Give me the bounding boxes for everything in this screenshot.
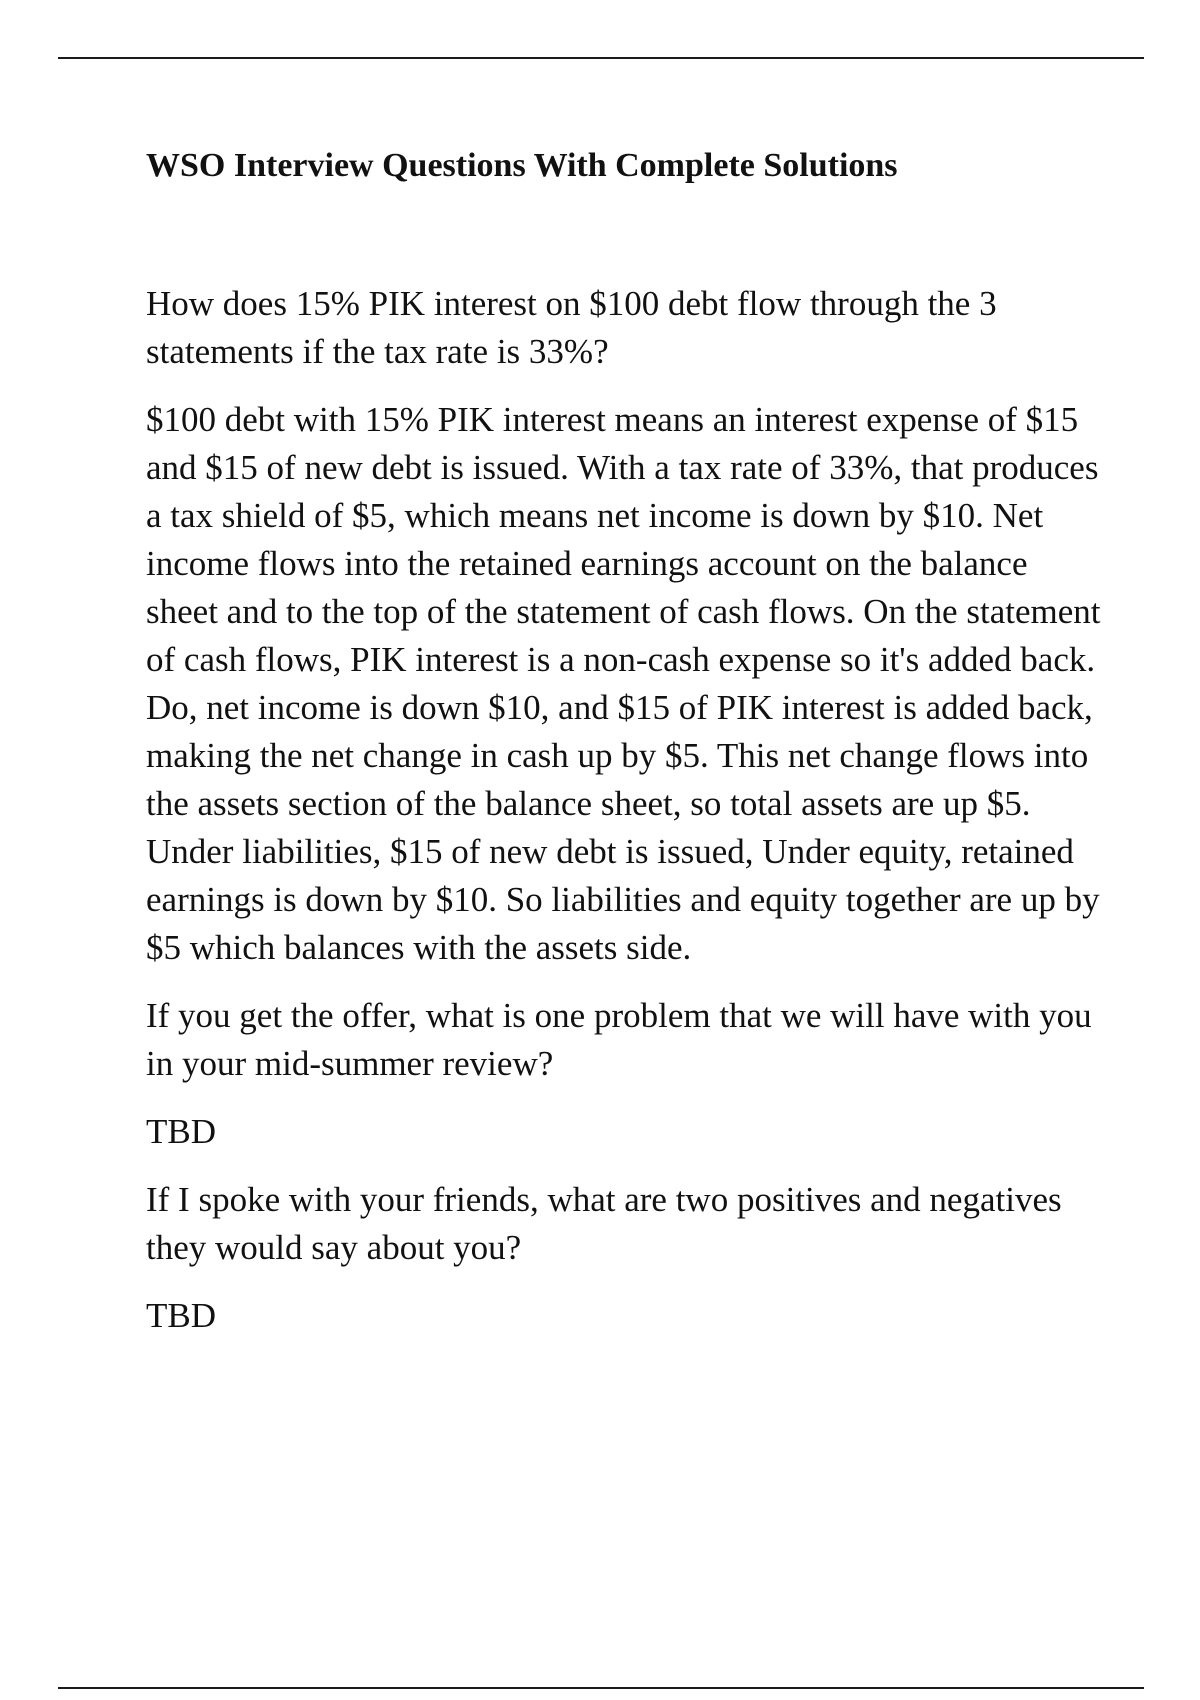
answer-2: TBD — [146, 1112, 216, 1151]
qa-item-3 — [146, 1176, 1106, 1340]
document-body — [146, 140, 1106, 1360]
footer-rule — [58, 1687, 1144, 1689]
qa-item-1 — [146, 280, 1106, 972]
answer-3: TBD — [146, 1296, 216, 1335]
header-rule — [58, 57, 1144, 59]
document-title: WSO Interview Questions With Complete Solutions — [146, 147, 898, 184]
question-1: How does 15% PIK interest on $100 debt flow through the 3 statements if the tax rate is 33%? — [146, 284, 997, 371]
question-2: If you get the offer, what is one problem that we will have with you in your mid-summer review? — [146, 996, 1092, 1083]
question-3: If I spoke with your friends, what are two positives and negatives they would say about you? — [146, 1180, 1062, 1267]
answer-1: $100 debt with 15% PIK interest means an interest expense of $15 and $15 of new debt is issued. With a tax rate of 33%, that produces a tax shield of $5, which means net income is down by $10. Net income flows into the retained earnings account on the balance sheet and to the top of the statement of cash flows. On the statement of cash flows, PIK interest is a non-cash expense so it's added back. Do, net income is down $10, and $15 of PIK interest is added back, making the net change in cash up by $5. This net change flows into the assets section of the balance sheet, so total assets are up $5. Under liabilities, $15 of new debt is issued, Under equity, retained earnings is down by $10. So liabilities and equity together are up by $5 which balances with the assets side. — [146, 400, 1101, 967]
qa-item-2 — [146, 992, 1106, 1156]
